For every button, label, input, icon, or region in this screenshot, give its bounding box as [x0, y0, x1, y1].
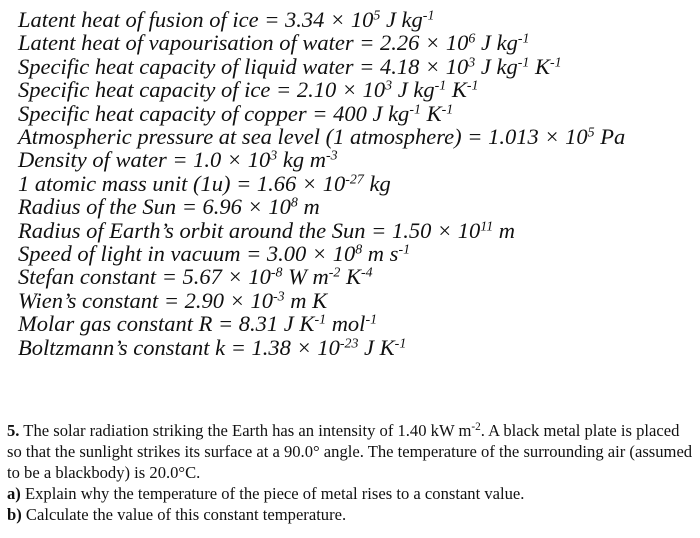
constant-text: Wien’s constant = 2.90 × 10: [18, 287, 273, 313]
problem-intro: [7, 420, 695, 483]
constant-text: J kg: [392, 77, 435, 103]
constant-text: K: [340, 264, 361, 290]
exponent: -1: [466, 78, 479, 94]
constant-text: m s: [362, 241, 399, 267]
constant-line: [18, 265, 625, 288]
constant-text: m: [297, 194, 320, 220]
constant-text: Speed of light in vacuum = 3.00 × 10: [18, 241, 356, 267]
exponent: 11: [480, 218, 494, 234]
exponent: -23: [339, 336, 359, 352]
constant-text: Radius of Earth’s orbit around the Sun = 1.50 × 10: [18, 217, 481, 243]
constant-text: Radius of the Sun = 6.96 × 10: [18, 194, 291, 220]
exponent: -1: [434, 78, 447, 94]
exponent: 3: [385, 78, 393, 94]
exponent: 3: [468, 55, 476, 71]
constant-line: [18, 55, 625, 78]
exponent: -3: [272, 289, 285, 305]
constant-text: Latent heat of vapourisation of water = 2.26 × 10: [18, 30, 469, 56]
constant-text: J kg: [475, 30, 518, 56]
constant-line: [18, 336, 625, 359]
constant-text: Specific heat capacity of ice = 2.10 × 10: [18, 77, 386, 103]
constant-text: kg m: [277, 147, 326, 173]
constant-text: J kg: [380, 7, 423, 32]
part-a: [7, 483, 695, 504]
constant-text: K: [529, 53, 551, 79]
constant-line: [18, 172, 625, 195]
exponent: -1: [517, 55, 530, 71]
problem-number: 5.: [7, 421, 20, 440]
constant-text: 1 atomic mass unit (1u) = 1.66 × 10: [18, 170, 346, 196]
intensity-exponent: -2: [471, 420, 481, 433]
exponent: -8: [270, 265, 283, 281]
part-a-text: Explain why the temperature of the piece of metal rises to a constant value.: [20, 484, 525, 503]
problem-5: [7, 420, 695, 525]
exponent: -1: [517, 31, 530, 47]
constant-text: Pa: [594, 124, 626, 150]
constant-text: Density of water = 1.0 × 10: [18, 147, 271, 173]
constant-line: [18, 78, 625, 101]
problem-intro-text-cont: . A black metal plate is placed so that the sunlight strikes its surface at a 90.0° angle. The temperature of the surrounding air (assumed to be a blackbody) is 20.0°C.: [7, 421, 693, 482]
exponent: -1: [398, 242, 411, 258]
exponent: 8: [355, 242, 363, 258]
exponent: -1: [394, 336, 407, 352]
constant-line: [18, 242, 625, 265]
constant-text: Atmospheric pressure at sea level (1 atmosphere) = 1.013 × 10: [18, 124, 588, 150]
part-b-text: Calculate the value of this constant temperature.: [21, 505, 347, 524]
part-b: [7, 504, 695, 525]
exponent: -1: [314, 312, 327, 328]
exponent: -1: [422, 8, 435, 24]
constant-line: [18, 289, 625, 312]
exponent: -1: [441, 101, 454, 117]
constant-text: Specific heat capacity of copper = 400 J kg: [18, 100, 410, 126]
constant-text: Specific heat capacity of liquid water = 4.18 × 10: [18, 53, 469, 79]
constant-text: K: [446, 77, 467, 103]
exponent: -2: [328, 265, 341, 281]
exponent: 6: [468, 31, 476, 47]
exponent: -1: [365, 312, 378, 328]
exponent: -27: [345, 172, 364, 188]
constant-text: Latent heat of fusion of ice = 3.34 × 10: [18, 7, 374, 32]
constant-text: m: [493, 217, 516, 243]
constant-line: [18, 8, 625, 31]
constant-text: K: [420, 100, 442, 126]
constant-text: J K: [358, 334, 395, 360]
constant-line: [18, 219, 625, 242]
exponent: 8: [290, 195, 298, 211]
constant-text: kg: [363, 170, 391, 196]
exponent: -1: [409, 101, 421, 117]
part-b-label: b): [7, 505, 22, 524]
exponent: -4: [361, 265, 373, 281]
exponent: -3: [325, 148, 338, 164]
constant-text: Boltzmann’s constant k = 1.38 × 10: [18, 334, 340, 360]
part-a-label: a): [7, 484, 21, 503]
constant-text: m K: [284, 287, 328, 313]
constant-line: [18, 125, 625, 148]
constant-line: [18, 102, 625, 125]
constant-text: J kg: [475, 53, 518, 79]
exponent: 5: [587, 125, 595, 141]
constant-line: [18, 31, 625, 54]
constant-line: [18, 195, 625, 218]
exponent: -1: [550, 55, 562, 71]
constant-text: Molar gas constant R = 8.31 J K: [18, 311, 315, 337]
constant-text: W m: [282, 264, 329, 290]
constant-line: [18, 312, 625, 335]
constant-text: Stefan constant = 5.67 × 10: [18, 264, 271, 290]
exponent: 5: [373, 8, 381, 24]
constant-line: [18, 148, 625, 171]
constants-list: [18, 8, 625, 359]
problem-intro-text: The solar radiation striking the Earth has an intensity of 1.40 kW m: [19, 421, 472, 440]
exponent: 3: [270, 148, 278, 164]
constant-text: mol: [326, 311, 366, 337]
